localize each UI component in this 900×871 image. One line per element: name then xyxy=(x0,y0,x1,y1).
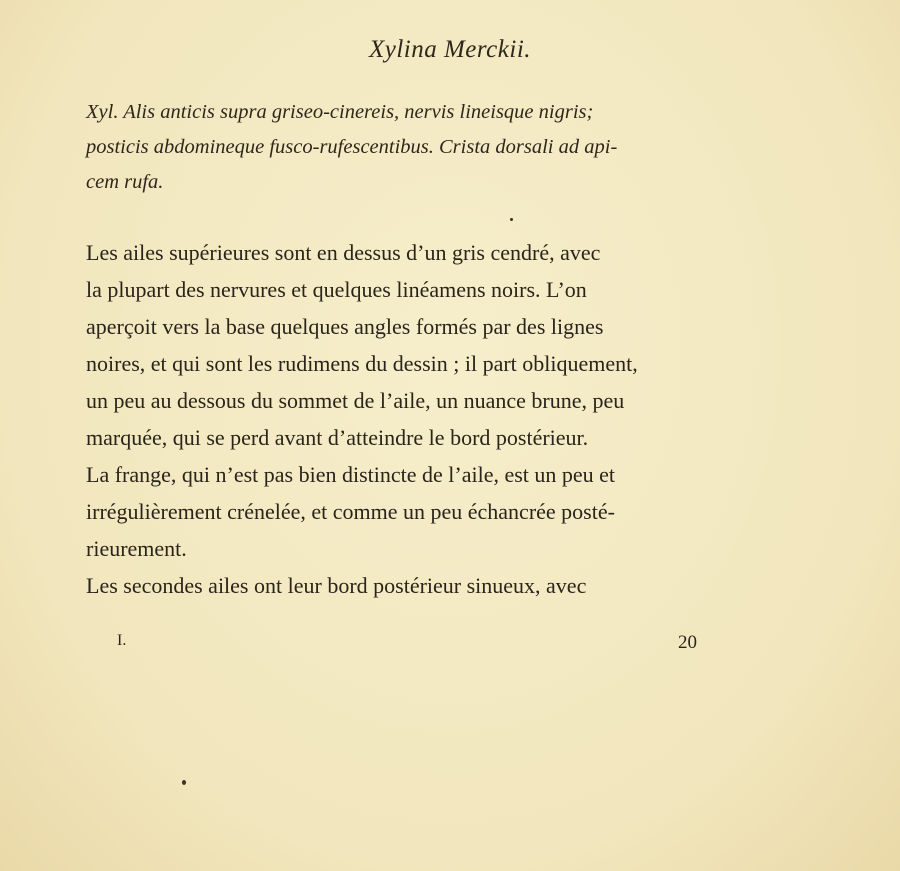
text-line: noires, et qui sont les rudimens du dessin ; il part obliquement, xyxy=(86,351,638,376)
text-line: Les secondes ailes ont leur bord postérieur sinueux, avec xyxy=(86,573,587,598)
text-line: irrégulièrement crénelée, et comme un peu échancrée posté- xyxy=(86,499,615,524)
text-line: un peu au dessous du sommet de l’aile, un nuance brune, peu xyxy=(86,388,625,413)
signature-mark: I. xyxy=(117,632,127,649)
ink-speck xyxy=(182,780,186,785)
diagnosis-line: cem rufa. xyxy=(86,171,164,193)
text-line: La frange, qui n’est pas bien distincte de l’aile, est un peu et xyxy=(86,462,616,487)
diagnosis-line: posticis abdomineque fusco-rufescentibus. Crista dorsali ad api- xyxy=(86,136,618,158)
text-line: marquée, qui se perd avant d’atteindre le bord postérieur. xyxy=(86,425,589,450)
text-line: la plupart des nervures et quelques linéamens noirs. L’on xyxy=(86,277,587,302)
page-title: Xylina Merckii. xyxy=(368,36,532,63)
page-number: 20 xyxy=(678,632,697,653)
text-line: aperçoit vers la base quelques angles formés par des lignes xyxy=(86,314,604,339)
text-line: rieurement. xyxy=(86,536,187,561)
diagnosis-line: Xyl. Alis anticis supra griseo-cinereis, nervis lineisque nigris; xyxy=(86,101,594,123)
text-line: Les ailes supérieures sont en dessus d’un gris cendré, avec xyxy=(86,240,601,265)
ink-speck xyxy=(510,218,513,221)
